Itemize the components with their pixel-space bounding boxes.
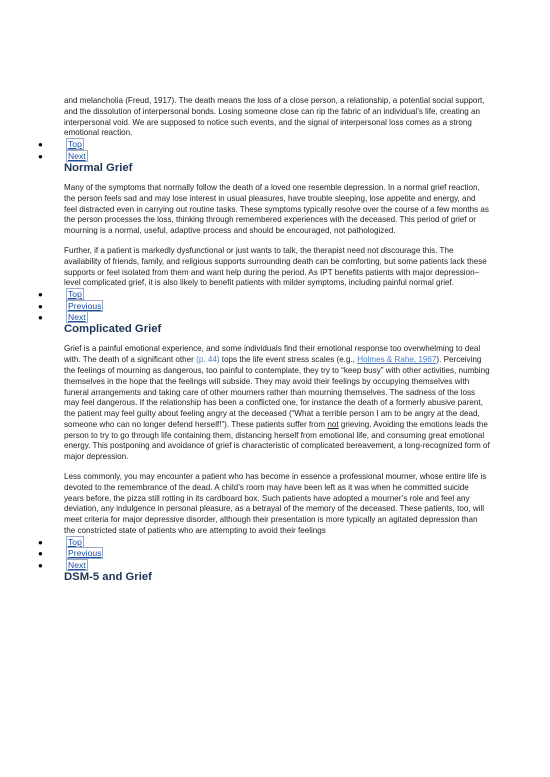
bullet-icon: ● xyxy=(38,312,43,322)
bullet-icon: ● xyxy=(38,290,43,300)
nav-item xyxy=(38,559,490,571)
bullet-icon: ● xyxy=(38,140,43,150)
complicated-grief-heading: Complicated Grief xyxy=(64,323,162,336)
section-nav-1 xyxy=(38,139,490,162)
bullet-icon: ● xyxy=(38,560,43,570)
top-link[interactable]: Top xyxy=(68,139,82,150)
text-run: tops the life event stress scales (e.g., xyxy=(219,355,358,365)
text-run: Grief is a painful emotional experience, and some individuals find their emotional response too overwhelming to deal with. The death of a significant other xyxy=(64,344,481,365)
section-nav-2 xyxy=(38,289,490,323)
nav-item xyxy=(38,300,490,312)
document-content xyxy=(38,96,490,592)
previous-link[interactable]: Previous xyxy=(68,300,102,311)
page-reference-link[interactable]: (p. 44) xyxy=(196,355,220,365)
bullet-icon: ● xyxy=(38,151,43,161)
complicated-grief-paragraph-2: Less commonly, you may encounter a patient who has become in essence a professional mourner, whose entire life is devoted to the remembrance of the dead. A child’s room may have been left as it was when he committed suicide years before, the pizza still rotting in its cardboard box. Such patients have adopted a mourner’s role and feel any deviation, any indulgence in personal pleasure, as a betrayal of the memory of the deceased. These patients, too, will meet criteria for major depressive disorder, although their presentation is more typically an agitated depression than the constricted state of patients who are attempting to avoid their feelings xyxy=(64,472,487,536)
citation-link[interactable]: Holmes & Rahe, 1967 xyxy=(357,355,437,365)
nav-item xyxy=(38,289,490,300)
nav-item xyxy=(38,311,490,323)
next-link[interactable]: Next xyxy=(68,559,86,570)
text-run: ). Perceiving the feelings of mourning as dangerous, too painful to contemplate, they try to “keep busy” with other activities, numbing themselves in the hope that the feelings will subside. They may avoid their feelings by occupying themselves with funeral arrangements and taking care of other mourners rather than mourning themselves. The sadness of the loss may feel dangerous. If the relationship has been a conflicted one, for instance the death of a formerly abusive parent, the patient may feel guilty about feeling angry at the deceased (“What a terrible person I am to be angry at the dead, someone who can no longer defend herself!”). These patients suffer from xyxy=(64,355,490,429)
previous-link[interactable]: Previous xyxy=(68,548,102,559)
emphasis-not: not xyxy=(327,419,339,429)
nav-item xyxy=(38,536,490,548)
bullet-icon: ● xyxy=(38,537,43,547)
bullet-icon: ● xyxy=(38,301,43,311)
text-run: grieving. Avoiding the emotions leads the person to try to go through life containing them, distancing herself from emotional life, and consuming great emotional energy. This postponing and avoidance of grief is characteristic of complicated bereavement, a long-recognized form of major depression. xyxy=(64,419,490,462)
nav-item xyxy=(38,150,490,162)
normal-grief-paragraph-1: Many of the symptoms that normally follow the death of a loved one resemble depression. In a normal grief reaction, the person feels sad and may lose interest in usual pleasures, have trouble sleeping, lose appetite and energy, and feel distracted even in carrying out routine tasks. These symptoms typically resolve over the course of a few months as the person processes the loss, thinking through remembered experiences with the deceased. This period of grief or mourning is a normal, useful, adaptive process and should be encouraged, not pathologized. xyxy=(64,182,489,236)
nav-item xyxy=(38,548,490,559)
next-link[interactable]: Next xyxy=(68,150,86,161)
section-nav-3 xyxy=(38,536,490,571)
normal-grief-heading: Normal Grief xyxy=(64,161,133,174)
top-link[interactable]: Top xyxy=(68,289,82,300)
top-link[interactable]: Top xyxy=(68,536,82,547)
complicated-grief-paragraph-1 xyxy=(64,344,490,463)
dsm-grief-heading: DSM-5 and Grief xyxy=(64,571,152,584)
bullet-icon: ● xyxy=(38,549,43,559)
nav-item xyxy=(38,139,490,150)
normal-grief-paragraph-2: Further, if a patient is markedly dysfunctional or just wants to talk, the therapist need not discourage this. The availability of friends, family, and religious supports surrounding death can be comforting, but some patients lack these supports or feel isolated from them and want help during the period. As IPT benefits patients with major depression–level complicated grief, it is also likely to benefit patients with milder symptoms, including painful normal grief. xyxy=(64,245,487,288)
next-link[interactable]: Next xyxy=(68,311,86,322)
intro-paragraph: and melancholia (Freud, 1917). The death means the loss of a close person, a relationship, a potential social support, and the dissolution of interpersonal bonds. Losing someone close can rip the fabric of an individual’s life, creating an interpersonal void. We are supposed to notice such events, and the signal of interpersonal loss comes as a strong emotional reaction. xyxy=(64,96,485,138)
